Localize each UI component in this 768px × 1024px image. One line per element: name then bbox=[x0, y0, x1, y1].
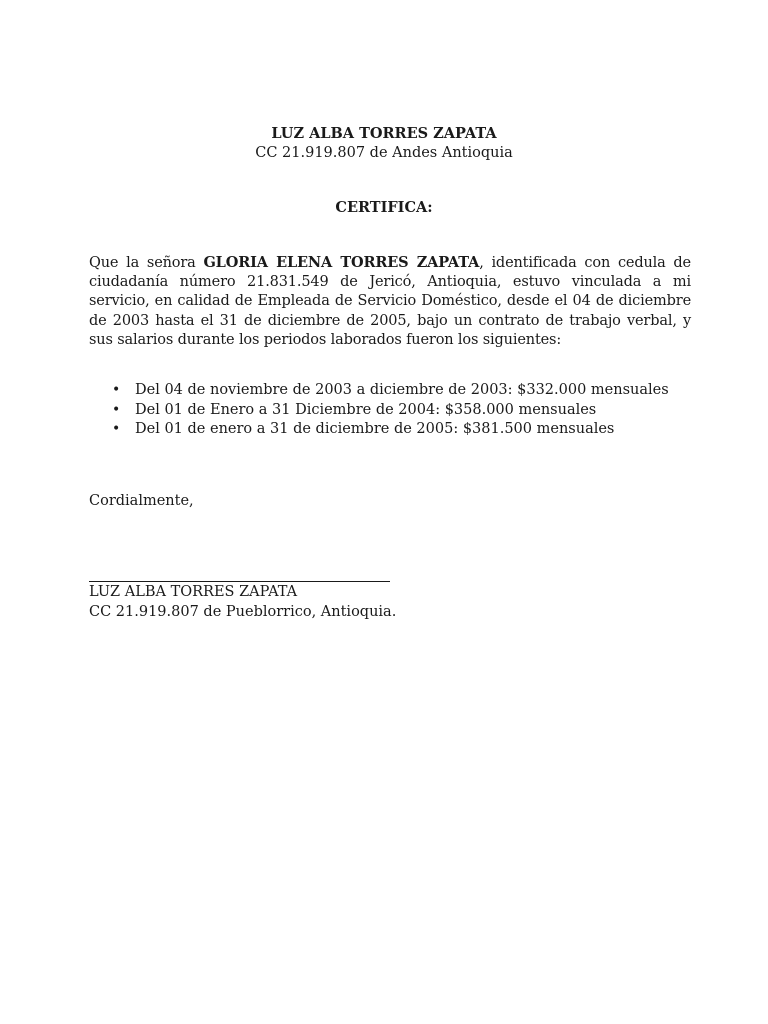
bullet-icon: • bbox=[112, 382, 121, 398]
list-item bbox=[89, 420, 691, 440]
paragraph-intro: Que la señora bbox=[89, 255, 204, 271]
signature-line bbox=[89, 581, 390, 582]
closing-text: Cordialmente, bbox=[89, 493, 194, 509]
issuer-name: LUZ ALBA TORRES ZAPATA bbox=[271, 125, 497, 142]
bullet-icon: • bbox=[112, 401, 121, 418]
paragraph-text: , identificada con cedula de ciudadanía número 21.831.549 de Jericó, Antioquia, estuvo vinculada a mi servicio, en calidad de Empleada de Servicio Doméstico, desde el 04 de diciembre de 2003 hasta el 31 de diciembre de 2005, bajo un contrato de trabajo verbal, y sus salarios durante los periodos laborados fueron los siguientes: bbox=[89, 255, 691, 348]
signature-id: CC 21.919.807 de Pueblorrico, Antioquia. bbox=[89, 604, 397, 620]
list-item bbox=[89, 401, 691, 421]
salary-list bbox=[89, 381, 691, 440]
issuer-id: CC 21.919.807 de Andes Antioquia bbox=[255, 145, 513, 161]
list-item bbox=[89, 381, 691, 401]
salary-period-1: Del 04 de noviembre de 2003 a diciembre de 2003: $332.000 mensuales bbox=[135, 382, 669, 398]
certifica-heading: CERTIFICA: bbox=[335, 199, 433, 216]
salary-period-3: Del 01 de enero a 31 de diciembre de 2005: $381.500 mensuales bbox=[135, 421, 615, 438]
employee-name: GLORIA ELENA TORRES ZAPATA bbox=[203, 254, 480, 271]
salary-period-2: Del 01 de Enero a 31 Diciembre de 2004: $358.000 mensuales bbox=[135, 401, 597, 418]
signature-name: LUZ ALBA TORRES ZAPATA bbox=[89, 584, 298, 600]
bullet-icon: • bbox=[112, 421, 121, 438]
certification-paragraph bbox=[89, 253, 691, 350]
